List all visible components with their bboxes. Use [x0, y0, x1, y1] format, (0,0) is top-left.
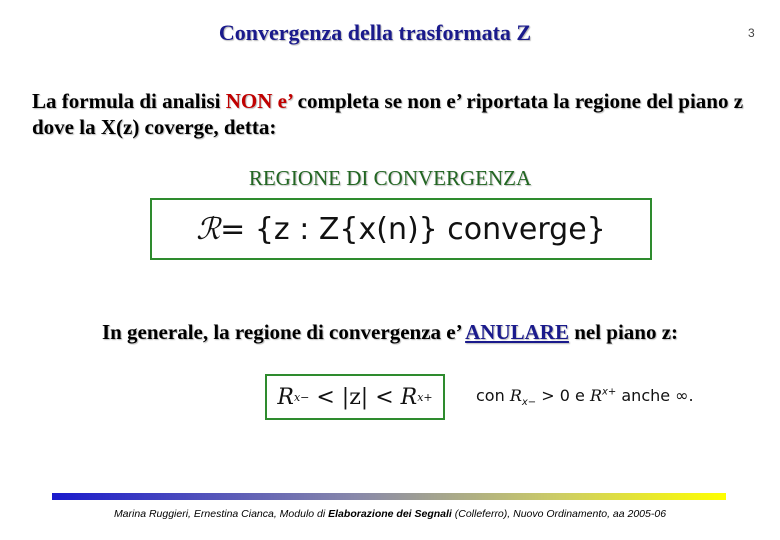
inequality-r-inner-sub: x− [293, 390, 310, 404]
general-statement [0, 320, 780, 345]
condition-anche: anche ∞. [616, 386, 694, 405]
slide-title: Convergenza della trasformata Z [218, 20, 532, 45]
inequality-r-outer-sub: x+ [417, 390, 433, 404]
footer-post: (Colleferro), Nuovo Ordinamento, aa 2005-06 [451, 508, 667, 520]
condition-con: con [476, 386, 510, 405]
condition-r-inner-sub: x− [521, 397, 537, 409]
inequality-r-outer: R [400, 384, 418, 410]
intro-highlight: NON e’ [225, 89, 293, 113]
footer-gradient-bar [52, 493, 726, 500]
inequality-box [265, 374, 445, 420]
condition-r-inner: R [509, 386, 522, 405]
footer-course: Elaborazione dei Segnali [328, 508, 452, 520]
condition-text [476, 386, 694, 408]
intro-text-start: La formula di analisi [32, 89, 226, 113]
footer-pre: Marina Ruggieri, Ernestina Cianca, Modulo di [113, 508, 329, 520]
condition-r-outer: R [589, 386, 602, 405]
condition-gt: > 0 e [536, 386, 590, 405]
formula-symbol: ℛ [196, 211, 221, 247]
region-title: REGIONE DI CONVERGENZA [248, 166, 532, 190]
region-formula-box [150, 198, 652, 260]
intro-text-end: completa se non e’ riportata la regione del piano z dove la X(z) coverge, detta: [32, 89, 744, 139]
footer-credits [0, 508, 780, 520]
inequality-r-inner: R [277, 384, 294, 410]
inequality-middle: < |z| < [309, 384, 401, 410]
condition-r-outer-sup: x+ [601, 386, 617, 398]
intro-paragraph [32, 88, 752, 140]
general-text-end: nel piano z: [568, 320, 679, 344]
page-number: 3 [748, 26, 755, 40]
annular-highlight: ANULARE [465, 320, 569, 344]
formula-set: = {z : Z{x(n)} converge} [220, 211, 606, 247]
general-text-start: In generale, la regione di convergenza e’ [101, 320, 466, 344]
